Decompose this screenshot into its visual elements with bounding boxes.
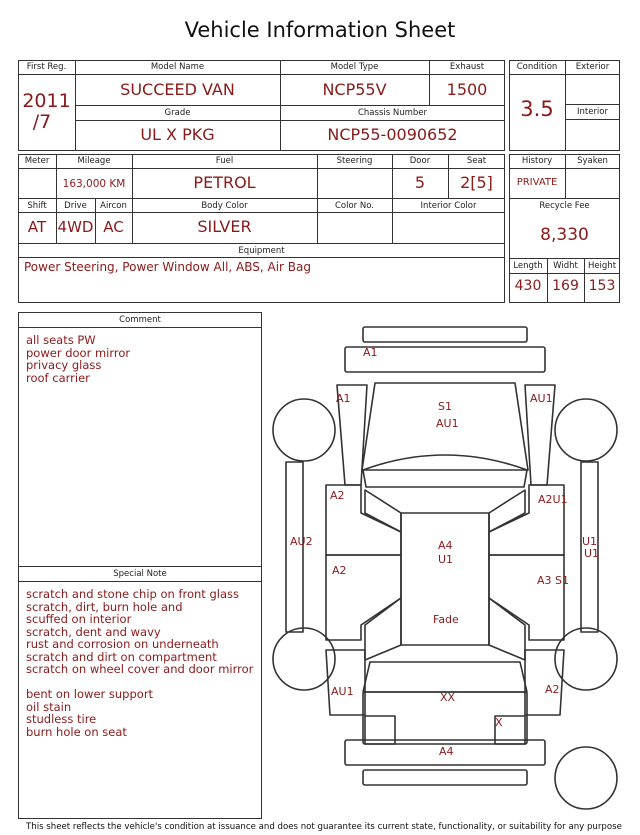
disclaimer-footer: This sheet reflects the vehicle's condition at issuance and does not guarantee its current state, functionality, or suitability for any purpose — [26, 822, 622, 832]
exterior-label: Exterior — [575, 62, 610, 72]
damage-mark: U1 — [582, 535, 598, 548]
width-value: 169 — [552, 278, 579, 294]
exhaust-label: Exhaust — [449, 62, 485, 72]
body-color-label: Body Color — [201, 201, 248, 211]
model-type-label: Model Type — [330, 62, 379, 72]
seat-value: 2[5] — [460, 173, 493, 192]
comment-line: power door mirror — [26, 345, 131, 360]
exhaust-value: 1500 — [446, 80, 488, 99]
color-no-label: Color No. — [334, 201, 374, 211]
damage-mark: A2U1 — [538, 493, 568, 506]
damage-mark: Fade — [433, 613, 459, 626]
damage-mark: S1 — [438, 400, 452, 413]
condition-label: Condition — [516, 62, 558, 72]
special-note-line: scratch, dirt, burn hole and — [26, 599, 183, 614]
special-note-line: bent on lower support — [26, 687, 154, 701]
model-name-label: Model Name — [150, 62, 205, 72]
model-name-value: SUCCEED VAN — [120, 80, 235, 99]
length-label: Length — [513, 261, 543, 271]
damage-mark: AU1 — [331, 685, 354, 698]
damage-mark: U1 — [438, 553, 454, 566]
damage-mark: A4 — [439, 745, 454, 758]
damage-mark: A1 — [363, 346, 378, 359]
special-note-line: scratch, dent and wavy — [26, 624, 161, 639]
history-label: History — [521, 156, 553, 166]
width-label: Widht — [553, 261, 578, 271]
equipment-label: Equipment — [238, 246, 285, 256]
special-note-line: studless tire — [26, 712, 97, 726]
comment-line: privacy glass — [26, 358, 102, 372]
damage-mark: U1 — [584, 547, 600, 560]
syaken-label: Syaken — [577, 156, 608, 166]
steering-label: Steering — [336, 156, 373, 166]
drive-value: 4WD — [57, 218, 94, 236]
shift-value: AT — [27, 218, 47, 236]
equipment-value: Power Steering, Power Window All, ABS, Air Bag — [24, 260, 312, 274]
fuel-value: PETROL — [193, 173, 256, 192]
meter-label: Meter — [24, 156, 50, 166]
model-type-value: NCP55V — [322, 80, 387, 99]
drive-label: Drive — [64, 201, 87, 211]
shift-label: Shift — [27, 201, 47, 211]
chassis-number-label: Chassis Number — [357, 108, 428, 118]
special-note-line: scratch on wheel cover and door mirror — [26, 662, 254, 676]
height-label: Height — [587, 261, 617, 271]
damage-mark: AU2 — [290, 535, 313, 548]
damage-mark: A2 — [545, 683, 560, 696]
interior-label: Interior — [576, 107, 608, 117]
mileage-value: 163,000 KM — [62, 178, 126, 190]
comment-label: Comment — [119, 315, 161, 325]
fuel-label: Fuel — [215, 156, 234, 166]
chassis-number-value: NCP55-0090652 — [327, 125, 458, 144]
condition-value: 3.5 — [520, 97, 554, 121]
special-note-line: scratch and dirt on compartment — [26, 649, 217, 664]
body-color-value: SILVER — [197, 217, 252, 236]
damage-mark: A2 — [332, 564, 347, 577]
height-value: 153 — [588, 278, 616, 294]
damage-mark: A4 — [438, 539, 453, 552]
special-note-line: rust and corrosion on underneath — [26, 637, 219, 651]
door-label: Door — [409, 156, 431, 166]
page-title: Vehicle Information Sheet — [184, 18, 456, 42]
recycle-fee-value: 8,330 — [540, 225, 589, 245]
grade-label: Grade — [164, 108, 191, 118]
first-reg-month: /7 — [32, 111, 52, 133]
special-note-line: scratch and stone chip on front glass — [26, 587, 239, 601]
first-reg-year: 2011 — [22, 90, 71, 112]
history-value: PRIVATE — [516, 177, 558, 188]
grade-value: UL X PKG — [140, 125, 215, 144]
damage-mark: AU1 — [530, 392, 553, 405]
damage-mark: A3 S1 — [537, 574, 570, 587]
interior-color-label: Interior Color — [420, 201, 477, 211]
damage-mark: X — [495, 716, 503, 729]
damage-mark: A2 — [330, 489, 345, 502]
special-note-label: Special Note — [113, 569, 167, 579]
comment-line: roof carrier — [26, 370, 90, 385]
door-value: 5 — [414, 173, 426, 192]
special-note-line: scuffed on interior — [26, 612, 132, 626]
special-note-line: burn hole on seat — [26, 724, 127, 739]
aircon-value: AC — [103, 218, 124, 236]
special-note-line: oil stain — [26, 699, 72, 714]
damage-mark: XX — [440, 691, 456, 704]
recycle-fee-label: Recycle Fee — [539, 201, 590, 211]
damage-mark: A1 — [336, 392, 351, 405]
length-value: 430 — [514, 278, 542, 294]
first-reg-label: First Reg. — [26, 62, 67, 72]
mileage-label: Mileage — [77, 156, 111, 166]
damage-mark: AU1 — [436, 417, 459, 430]
aircon-label: Aircon — [100, 201, 127, 211]
seat-label: Seat — [466, 156, 487, 166]
comment-line: all seats PW — [26, 333, 96, 347]
